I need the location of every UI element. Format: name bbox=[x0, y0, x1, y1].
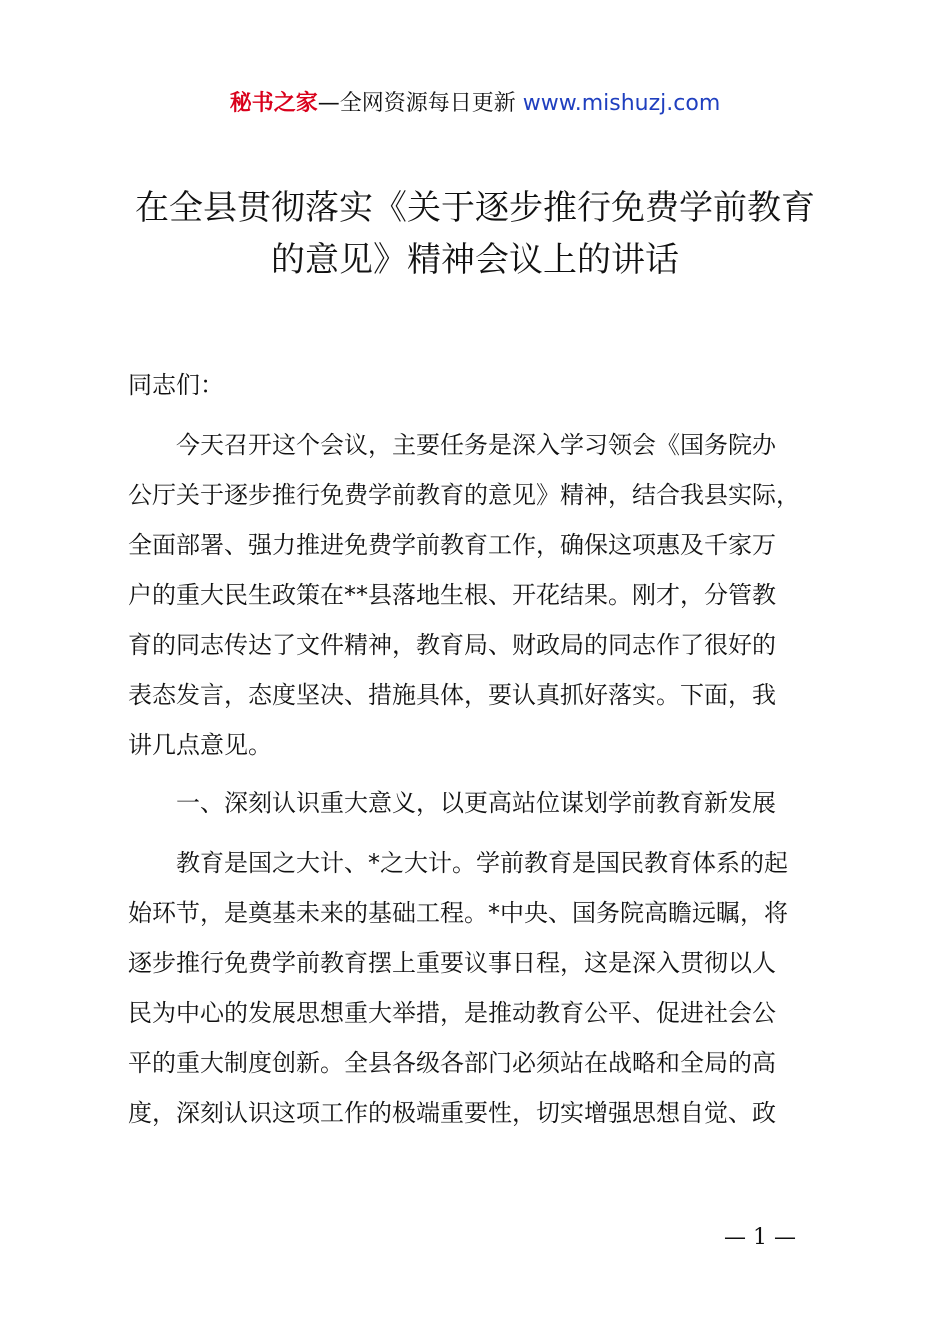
paragraph-line: 全面部署、强力推进免费学前教育工作，确保这项惠及千家万 bbox=[128, 531, 776, 559]
paragraph-line: 育的同志传达了文件精神，教育局、财政局的同志作了很好的 bbox=[128, 631, 776, 659]
paragraph-line: 表态发言，态度坚决、措施具体，要认真抓好落实。下面，我 bbox=[128, 681, 776, 709]
greeting: 同志们： bbox=[128, 371, 224, 399]
paragraph-line: 户的重大民生政策在**县落地生根、开花结果。刚才，分管教 bbox=[128, 581, 776, 609]
paragraph-line: 公厅关于逐步推行免费学前教育的意见》精神，结合我县实际， bbox=[128, 481, 800, 509]
paragraph-line: 讲几点意见。 bbox=[128, 731, 272, 759]
paragraph-1 bbox=[128, 420, 833, 770]
site-header bbox=[0, 86, 950, 122]
title-line-2: 的意见》精神会议上的讲话 bbox=[271, 240, 679, 280]
document-body bbox=[128, 360, 833, 1138]
paragraph-line: 教育是国之大计、*之大计。学前教育是国民教育体系的起 bbox=[128, 849, 788, 877]
brand-name: 秘书之家 bbox=[229, 91, 318, 116]
section-heading: 一、深刻认识重大意义，以更高站位谋划学前教育新发展 bbox=[128, 789, 776, 817]
paragraph-2 bbox=[128, 838, 833, 1138]
title-line-1: 在全县贯彻落实《关于逐步推行免费学前教育 bbox=[135, 188, 815, 228]
page-number: — 1 — bbox=[724, 1225, 796, 1250]
site-url-link[interactable]: www.mishuzj.com bbox=[522, 91, 721, 116]
document-title bbox=[100, 182, 850, 286]
paragraph-line: 今天召开这个会议，主要任务是深入学习领会《国务院办 bbox=[128, 431, 776, 459]
paragraph-line: 逐步推行免费学前教育摆上重要议事日程，这是深入贯彻以人 bbox=[128, 949, 776, 977]
paragraph-line: 度，深刻认识这项工作的极端重要性，切实增强思想自觉、政 bbox=[128, 1099, 776, 1127]
header-tagline: —全网资源每日更新 bbox=[317, 91, 523, 116]
paragraph-line: 平的重大制度创新。全县各级各部门必须站在战略和全局的高 bbox=[128, 1049, 776, 1077]
paragraph-line: 始环节，是奠基未来的基础工程。*中央、国务院高瞻远瞩，将 bbox=[128, 899, 788, 927]
paragraph-line: 民为中心的发展思想重大举措，是推动教育公平、促进社会公 bbox=[128, 999, 776, 1027]
